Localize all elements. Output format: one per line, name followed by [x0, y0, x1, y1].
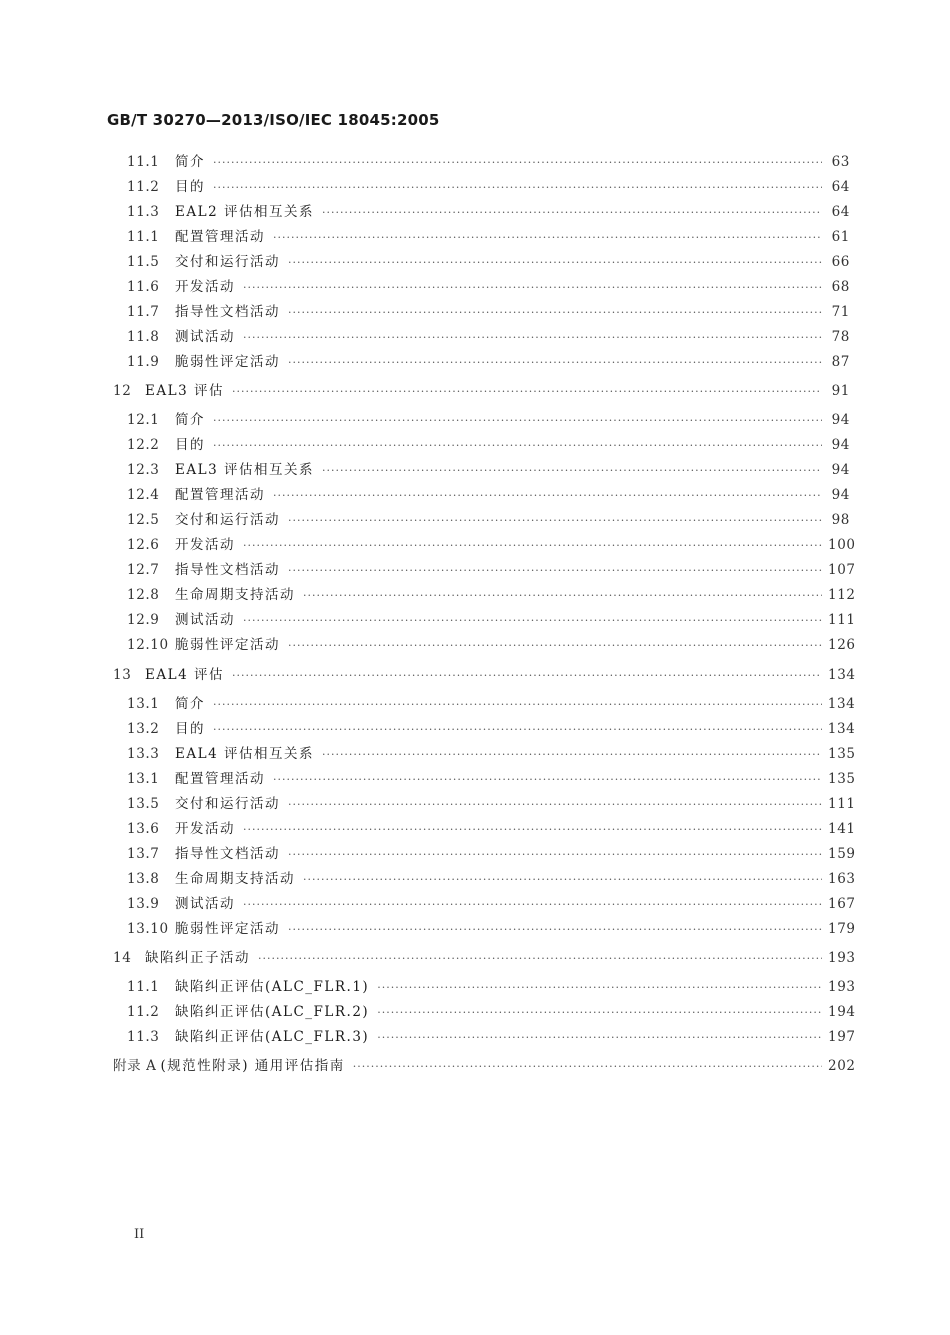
- toc-entry[interactable]: [127, 436, 850, 455]
- toc-entry-page: 135: [828, 771, 856, 787]
- toc-entry-page: 71: [831, 304, 850, 320]
- toc-entry-title: 生命周期支持活动: [175, 871, 295, 887]
- toc-entry[interactable]: [127, 895, 856, 914]
- toc-entry[interactable]: [127, 1028, 856, 1047]
- toc-entry-title: 目的: [175, 437, 205, 453]
- toc-entry[interactable]: [127, 178, 850, 197]
- toc-entry-number: 13.6: [127, 821, 160, 837]
- toc-entry-page: 163: [828, 871, 856, 887]
- toc-entry-number: 12.1: [127, 412, 160, 428]
- dot-leader: [377, 979, 822, 997]
- toc-entry-title: 缺陷纠正子活动: [145, 950, 250, 966]
- toc-entry[interactable]: [113, 949, 856, 968]
- dot-leader: [288, 796, 822, 814]
- toc-entry-page: 98: [831, 512, 850, 528]
- toc-entry-title: 简介: [175, 412, 205, 428]
- toc-entry-page: 94: [831, 487, 850, 503]
- toc-entry-number: 11.3: [127, 1029, 160, 1045]
- toc-entry-number: 13.1: [127, 696, 160, 712]
- toc-entry-number: 11.1: [127, 979, 160, 995]
- toc-entry-title: 目的: [175, 721, 205, 737]
- toc-entry-page: 193: [828, 979, 856, 995]
- toc-entry[interactable]: [127, 720, 856, 739]
- toc-entry-number: 12.6: [127, 537, 160, 553]
- toc-entry[interactable]: [127, 695, 856, 714]
- toc-entry[interactable]: [127, 253, 850, 272]
- dot-leader: [353, 1058, 822, 1076]
- toc-entry-number: 13.10: [127, 921, 169, 937]
- toc-entry[interactable]: [127, 278, 850, 297]
- toc-entry-page: 202: [828, 1058, 856, 1074]
- toc-entry[interactable]: [127, 920, 856, 939]
- toc-entry-page: 111: [828, 612, 856, 628]
- toc-entry-title: 开发活动: [175, 821, 235, 837]
- toc-entry-title: 测试活动: [175, 896, 235, 912]
- toc-entry[interactable]: [113, 382, 850, 401]
- toc-entry-number: 11.6: [127, 279, 160, 295]
- toc-entry[interactable]: [127, 353, 850, 372]
- toc-entry-page: 94: [831, 462, 850, 478]
- dot-leader: [377, 1029, 822, 1047]
- toc-entry[interactable]: [127, 153, 850, 172]
- toc-entry-title: 交付和运行活动: [175, 796, 280, 812]
- toc-entry-page: 197: [828, 1029, 856, 1045]
- toc-entry-number: 13.3: [127, 746, 160, 762]
- toc-entry-title: 配置管理活动: [175, 487, 265, 503]
- dot-leader: [243, 896, 822, 914]
- toc-entry-number: 12: [113, 383, 132, 399]
- toc-entry[interactable]: [127, 586, 856, 605]
- toc-entry-page: 68: [831, 279, 850, 295]
- dot-leader: [288, 846, 822, 864]
- toc-entry[interactable]: [127, 228, 850, 247]
- toc-entry-page: 159: [828, 846, 856, 862]
- dot-leader: [273, 487, 822, 505]
- toc-entry-title: 指导性文档活动: [175, 304, 280, 320]
- toc-entry-number: 14: [113, 950, 132, 966]
- toc-entry-number: 13.7: [127, 846, 160, 862]
- toc-entry-number: 13.1: [127, 771, 160, 787]
- toc-entry-number: 12.9: [127, 612, 160, 628]
- toc-entry-number: 11.2: [127, 179, 160, 195]
- dot-leader: [213, 179, 822, 197]
- toc-entry-number: 12.8: [127, 587, 160, 603]
- toc-entry-title: 配置管理活动: [175, 771, 265, 787]
- toc-entry-title: 指导性文档活动: [175, 846, 280, 862]
- toc-entry-page: 134: [827, 696, 856, 712]
- toc-entry-number: 11.2: [127, 1004, 160, 1020]
- dot-leader: [213, 412, 822, 430]
- toc-entry-title: 简介: [175, 154, 205, 170]
- toc-entry-page: 179: [828, 921, 856, 937]
- toc-entry-title: EAL4 评估相互关系: [175, 746, 314, 762]
- toc-entry-page: 112: [828, 587, 856, 603]
- toc-entry-page: 94: [831, 437, 850, 453]
- dot-leader: [243, 537, 822, 555]
- toc-entry-page: 87: [831, 354, 850, 370]
- toc-entry-number: 11.3: [127, 204, 160, 220]
- toc-entry-number: 12.3: [127, 462, 160, 478]
- toc-entry-title: EAL2 评估相互关系: [175, 204, 314, 220]
- toc-entry-title: EAL3 评估相互关系: [175, 462, 314, 478]
- dot-leader: [288, 304, 822, 322]
- dot-leader: [288, 921, 822, 939]
- toc-entry[interactable]: [127, 511, 850, 530]
- toc-entry-page: 63: [831, 154, 850, 170]
- dot-leader: [288, 512, 822, 530]
- toc-entry-number: 13.5: [127, 796, 160, 812]
- toc-entry-page: 64: [831, 179, 850, 195]
- toc-entry[interactable]: [127, 561, 856, 580]
- toc-entry[interactable]: [127, 820, 856, 839]
- toc-entry-title: 脆弱性评定活动: [175, 354, 280, 370]
- toc-entry-page: 100: [828, 537, 856, 553]
- toc-entry-number: 11.1: [127, 154, 160, 170]
- toc-entry[interactable]: [127, 636, 856, 655]
- toc-entry-page: 66: [831, 254, 850, 270]
- toc-entry[interactable]: [127, 411, 850, 430]
- toc-entry-page: 91: [831, 383, 850, 399]
- toc-entry[interactable]: [127, 745, 856, 764]
- dot-leader: [213, 696, 822, 714]
- toc-entry-title: 测试活动: [175, 329, 235, 345]
- dot-leader: [303, 871, 822, 889]
- toc-entry-title: 配置管理活动: [175, 229, 265, 245]
- toc-entry[interactable]: [127, 845, 856, 864]
- toc-entry-number: 11.8: [127, 329, 160, 345]
- toc-entry[interactable]: [127, 611, 856, 630]
- toc-entry-title: EAL3 评估: [145, 383, 224, 399]
- toc-entry-number: 13.2: [127, 721, 160, 737]
- toc-entry-title: (规范性附录) 通用评估指南: [160, 1058, 345, 1074]
- toc-entry[interactable]: [127, 461, 850, 480]
- toc-entry-title: 脆弱性评定活动: [175, 637, 280, 653]
- toc-entry-page: 135: [828, 746, 856, 762]
- toc-entry-page: 111: [828, 796, 856, 812]
- toc-entry-page: 167: [828, 896, 856, 912]
- dot-leader: [232, 667, 822, 685]
- toc-entry-title: 缺陷纠正评估(ALC_FLR.1): [175, 979, 370, 995]
- toc-entry-number: 12.2: [127, 437, 160, 453]
- dot-leader: [377, 1004, 822, 1022]
- toc-entry-page: 134: [827, 721, 856, 737]
- page-number: II: [134, 1227, 145, 1242]
- toc-entry-title: 缺陷纠正评估(ALC_FLR.2): [175, 1004, 370, 1020]
- dot-leader: [243, 612, 822, 630]
- document-header: GB/T 30270—2013/ISO/IEC 18045:2005: [107, 111, 440, 129]
- dot-leader: [288, 562, 822, 580]
- dot-leader: [213, 154, 822, 172]
- toc-entry-title: EAL4 评估: [145, 667, 224, 683]
- dot-leader: [243, 329, 822, 347]
- toc-entry-page: 61: [831, 229, 850, 245]
- toc-entry[interactable]: [113, 1057, 856, 1076]
- toc-entry[interactable]: [127, 795, 856, 814]
- dot-leader: [288, 637, 822, 655]
- dot-leader: [258, 950, 822, 968]
- toc-entry-title: 开发活动: [175, 279, 235, 295]
- toc-entry[interactable]: [113, 666, 856, 685]
- toc-entry[interactable]: [127, 486, 850, 505]
- toc-entry-page: 78: [831, 329, 850, 345]
- dot-leader: [243, 821, 822, 839]
- toc-entry-title: 交付和运行活动: [175, 512, 280, 528]
- toc-entry-number: 12.10: [127, 637, 169, 653]
- dot-leader: [232, 383, 822, 401]
- toc-entry-number: 11.1: [127, 229, 160, 245]
- toc-entry-number: 13.9: [127, 896, 160, 912]
- toc-entry-title: 交付和运行活动: [175, 254, 280, 270]
- toc-entry-page: 107: [828, 562, 856, 578]
- toc-entry-page: 193: [828, 950, 856, 966]
- dot-leader: [322, 746, 822, 764]
- toc-entry-page: 94: [831, 412, 850, 428]
- toc-entry-title: 目的: [175, 179, 205, 195]
- toc-entry[interactable]: [127, 978, 856, 997]
- toc-entry-page: 134: [828, 667, 856, 683]
- toc-entry-number: 12.5: [127, 512, 160, 528]
- toc-entry-page: 194: [828, 1004, 856, 1020]
- dot-leader: [213, 721, 822, 739]
- toc-entry-number: 13: [113, 667, 132, 683]
- dot-leader: [322, 204, 822, 222]
- dot-leader: [273, 229, 822, 247]
- dot-leader: [243, 279, 822, 297]
- toc-entry-title: 开发活动: [175, 537, 235, 553]
- dot-leader: [303, 587, 822, 605]
- toc-entry-title: 生命周期支持活动: [175, 587, 295, 603]
- toc-entry-number: 11.9: [127, 354, 160, 370]
- toc-entry[interactable]: [127, 870, 856, 889]
- dot-leader: [213, 437, 822, 455]
- toc-entry-number: 11.7: [127, 304, 160, 320]
- toc-entry[interactable]: [127, 303, 850, 322]
- dot-leader: [273, 771, 822, 789]
- dot-leader: [322, 462, 822, 480]
- dot-leader: [288, 254, 822, 272]
- toc-entry[interactable]: [127, 536, 856, 555]
- toc-entry-page: 64: [831, 204, 850, 220]
- toc-entry-number: 13.8: [127, 871, 160, 887]
- toc-entry-title: 指导性文档活动: [175, 562, 280, 578]
- toc-entry-page: 126: [828, 637, 856, 653]
- dot-leader: [288, 354, 822, 372]
- toc-entry[interactable]: [127, 328, 850, 347]
- toc-entry[interactable]: [127, 770, 856, 789]
- toc-entry[interactable]: [127, 203, 850, 222]
- toc-entry-number: 11.5: [127, 254, 160, 270]
- toc-entry-page: 141: [828, 821, 856, 837]
- toc-entry-title: 脆弱性评定活动: [175, 921, 280, 937]
- toc-entry-title: 缺陷纠正评估(ALC_FLR.3): [175, 1029, 370, 1045]
- toc-entry-title: 简介: [175, 696, 205, 712]
- toc-entry-title: 测试活动: [175, 612, 235, 628]
- toc-entry-number: 12.4: [127, 487, 160, 503]
- toc-entry-number: 附录 A: [113, 1058, 157, 1074]
- toc-entry-number: 12.7: [127, 562, 160, 578]
- toc-entry[interactable]: [127, 1003, 856, 1022]
